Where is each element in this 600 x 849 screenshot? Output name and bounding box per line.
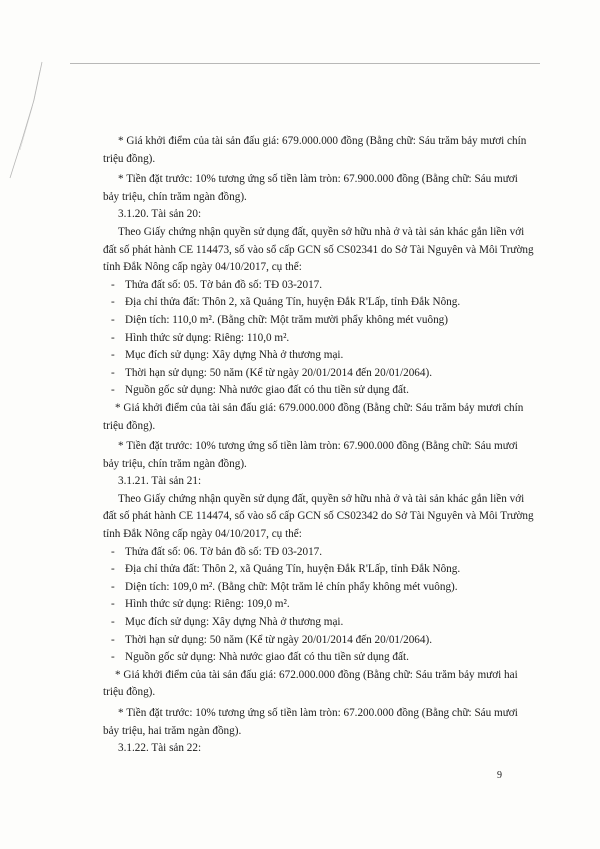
star-paragraph: * Tiền đặt trước: 10% tương ứng số tiền làm tròn: 67.900.000 đồng (Bằng chữ: Sáu mươi bảy triệu, chín trăm ngàn đồng).	[103, 173, 518, 203]
star-paragraph: * Giá khởi điểm của tài sản đấu giá: 679.000.000 đồng (Bằng chữ: Sáu trăm bảy mươi chín triệu đồng).	[103, 135, 527, 165]
list-item: - Thời hạn sử dụng: 50 năm (Kể từ ngày 20/01/2014 đến 20/01/2064).	[111, 633, 433, 646]
page-number: 9	[497, 770, 502, 781]
list-item: - Nguồn gốc sử dụng: Nhà nước giao đất có thu tiền sử dụng đất.	[111, 651, 409, 664]
list-item: - Nguồn gốc sử dụng: Nhà nước giao đất có thu tiền sử dụng đất.	[111, 384, 409, 397]
list-item: - Địa chỉ thửa đất: Thôn 2, xã Quảng Tín, huyện Đắk R'Lấp, tỉnh Đắk Nông.	[111, 296, 461, 309]
star-paragraph: * Tiền đặt trước: 10% tương ứng số tiền làm tròn: 67.900.000 đồng (Bằng chữ: Sáu mươi bảy triệu, chín trăm ngàn đồng).	[103, 440, 518, 470]
list-item: - Hình thức sử dụng: Riêng: 110,0 m².	[111, 331, 290, 344]
list-item: - Diện tích: 110,0 m². (Bằng chữ: Một trăm mười phẩy không mét vuông)	[111, 313, 449, 326]
body-paragraph: Theo Giấy chứng nhận quyền sử dụng đất, quyền sở hữu nhà ở và tài sản khác gắn liền với đất số phát hành CE 114474, số vào sổ cấp GCN số CS02342 do Sở Tài Nguyên và Môi Trường tỉnh Đắk Nông cấp ngày 04/10/2017, cụ thể:	[103, 492, 534, 541]
list-item: - Thời hạn sử dụng: 50 năm (Kể từ ngày 20/01/2014 đến 20/01/2064).	[111, 366, 433, 379]
scan-edge-mark	[4, 60, 44, 180]
list-item: - Diện tích: 109,0 m². (Bằng chữ: Một trăm lẻ chín phẩy không mét vuông).	[111, 580, 458, 593]
section-heading: 3.1.20. Tài sản 20:	[118, 208, 202, 221]
star-paragraph: * Tiền đặt trước: 10% tương ứng số tiền làm tròn: 67.200.000 đồng (Bằng chữ: Sáu mươi bảy triệu, hai trăm ngàn đồng).	[103, 707, 518, 737]
list-item: - Thửa đất số: 06. Tờ bản đồ số: TĐ 03-2017.	[111, 545, 323, 558]
list-item: - Thửa đất số: 05. Tờ bản đồ số: TĐ 03-2017.	[111, 278, 323, 291]
body-paragraph: Theo Giấy chứng nhận quyền sử dụng đất, quyền sở hữu nhà ở và tài sản khác gắn liền với đất số phát hành CE 114473, số vào sổ cấp GCN số CS02341 do Sở Tài Nguyên và Môi Trường tỉnh Đắk Nông cấp ngày 04/10/2017, cụ thể:	[103, 225, 534, 274]
section-heading: 3.1.21. Tài sản 21:	[118, 475, 202, 488]
list-item: - Hình thức sử dụng: Riêng: 109,0 m².	[111, 598, 290, 611]
scan-top-line	[70, 63, 540, 64]
document-body	[103, 133, 535, 758]
star-paragraph: * Giá khởi điểm của tài sản đấu giá: 679.000.000 đồng (Bằng chữ: Sáu trăm bảy mươi chín triệu đồng).	[103, 401, 524, 432]
section-heading: 3.1.22. Tài sản 22:	[118, 742, 202, 755]
list-item: - Mục đích sử dụng: Xây dựng Nhà ở thương mại.	[111, 349, 344, 362]
list-item: - Địa chỉ thửa đất: Thôn 2, xã Quảng Tín, huyện Đắk R'Lấp, tỉnh Đắk Nông.	[111, 563, 461, 576]
list-item: - Mục đích sử dụng: Xây dựng Nhà ở thương mại.	[111, 616, 344, 629]
star-paragraph: * Giá khởi điểm của tài sản đấu giá: 672.000.000 đồng (Bằng chữ: Sáu trăm bảy mươi hai triệu đồng).	[103, 668, 518, 699]
